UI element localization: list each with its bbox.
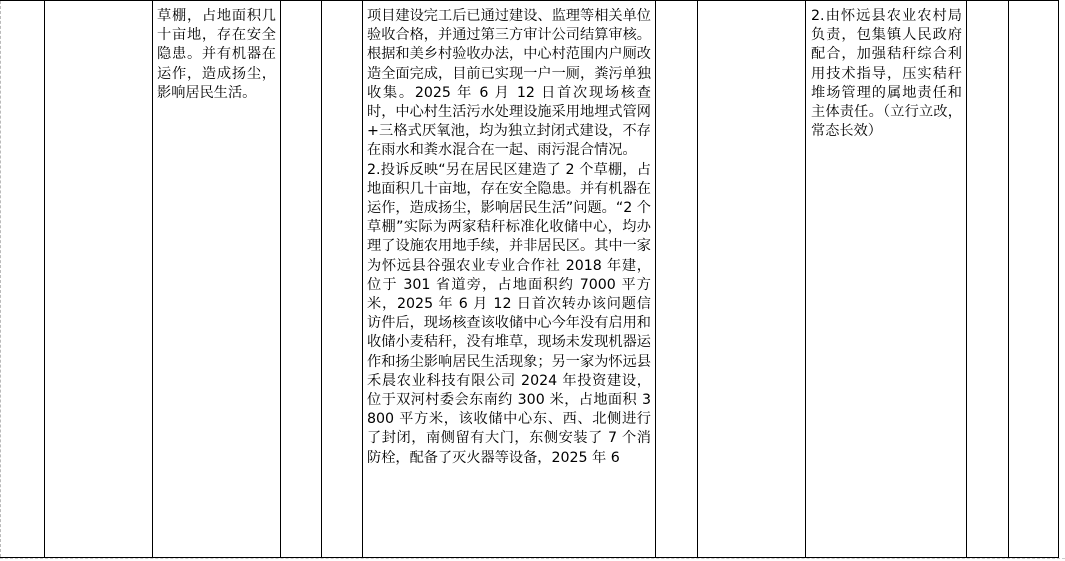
table-row — [1, 1, 1059, 558]
table-cell-verification-result — [363, 1, 656, 558]
table-cell-col4 — [281, 1, 322, 558]
rectification-measures-text: 2.由怀远县农业农村局负责，包集镇人民政府配合，加强秸秆综合利用技术指导，压实秸秆堆场管理的属地责任和主体责任。（立行立改，常态长效） — [811, 8, 962, 140]
table-cell-complaint-content — [153, 1, 281, 558]
complaint-content-text: 草棚，占地面积几十亩地，存在安全隐患。并有机器在运作，造成扬尘，影响居民生活。 — [157, 8, 276, 101]
page-boundary-line — [0, 558, 1065, 559]
table-cell-col2 — [45, 1, 153, 558]
table-cell-col10 — [967, 1, 1009, 558]
table-cell-rectification-measures — [806, 1, 967, 558]
table-cell-col11 — [1009, 1, 1059, 558]
table-cell-col7 — [656, 1, 698, 558]
verification-result-text: 项目建设完工后已通过建设、监理等相关单位验收合格，并通过第三方审计公司结算审核。根据和美乡村验收办法，中心村范围内户厕改造全面完成，目前已实现一户一厕，粪污单独收集。2025 年 6 月 12 日首次现场核查时，中心村生活污水处理设施采用地埋式管网+三格式厌氧池，均为独立封闭式建设，不存在雨水和粪水混合在一起、雨污混合情况。 2.投诉反映“另在居民区建造了 2 个草棚，占地面积几十亩地，存在安全隐患。并有机器在运作，造成扬尘，影响居民生活”问题。“2 个草棚”实际为两家秸秆标准化收储中心，均办理了设施农用地手续，并非居民区。其中一家为怀远县谷强农业专业合作社 2018 年建，位于 301 省道旁，占地面积约 7000 平方米，2025 年 6 月 12 日首次转办该问题信访件后，现场核查该收储中心今年没有启用和收储小麦秸秆，没有堆草，现场未发现机器运作和扬尘影响居民生活现象；另一家为怀远县禾晨农业科技有限公司 2024 年投资建设，位于双河村委会东南约 300 米，占地面积 3800 平方米，该收储中心东、西、北侧进行了封闭，南侧留有大门，东侧安装了 7 个消防栓，配备了灭火器等设备，2025 年 6 — [367, 8, 651, 466]
table-cell-col5 — [322, 1, 363, 558]
table-cell-col8 — [698, 1, 806, 558]
table-cell-col1 — [1, 1, 45, 558]
